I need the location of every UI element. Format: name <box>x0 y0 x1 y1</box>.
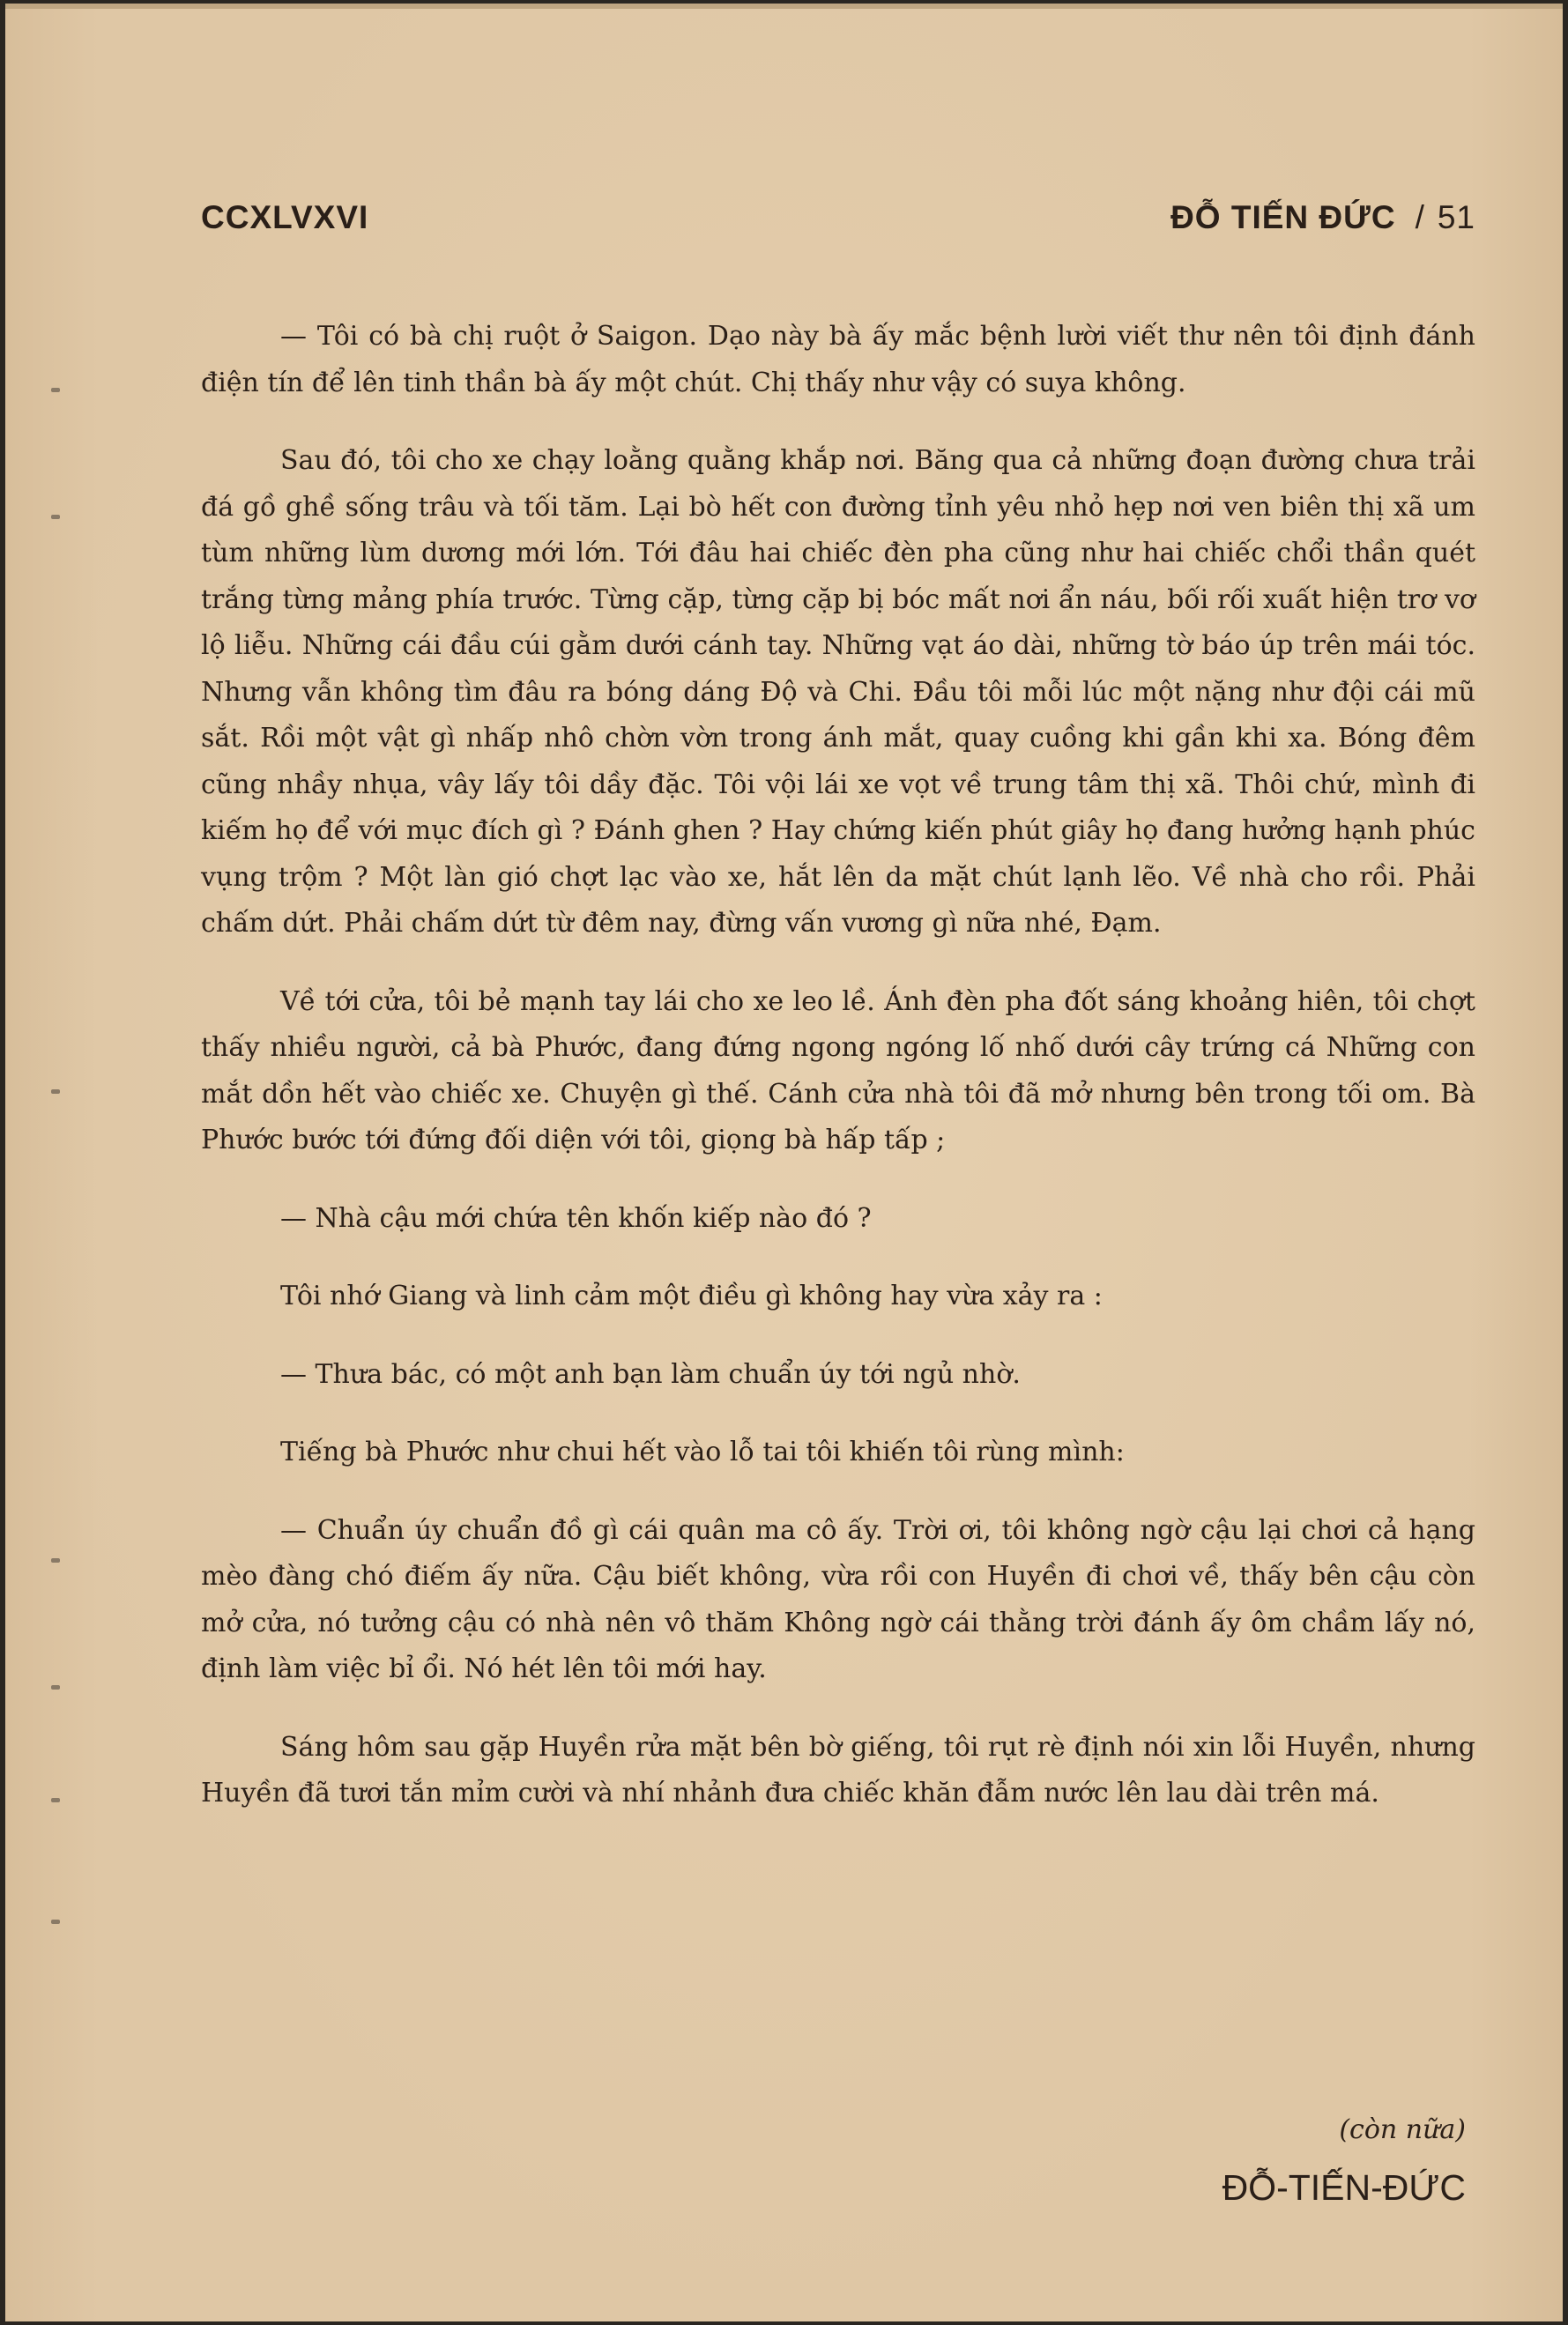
paragraph: Về tới cửa, tôi bẻ mạnh tay lái cho xe leo lề. Ánh đèn pha đốt sáng khoảng hiên, tôi chợt thấy nhiều người, cả bà Phước, đang đứng ngong ngóng lố nhố dưới cây trứng cá Những con mắt dồn hết vào chiếc xe. Chuyện gì thế. Cánh cửa nhà tôi đã mở nhưng bên trong tối om. Bà Phước bước tới đứng đối diện với tôi, giọng bà hấp tấp ; <box>201 985 1475 1155</box>
paragraph: Sau đó, tôi cho xe chạy loằng quằng khắp nơi. Băng qua cả những đoạn đường chưa trải đá gồ ghề sống trâu và tối tăm. Lại bò hết con đường tỉnh yêu nhỏ hẹp nơi ven biên thị xã um tùm những lùm dương mới lớn. Tới đâu hai chiếc đèn pha cũng như hai chiếc chổi thần quét trắng từng mảng phía trước. Từng cặp, từng cặp bị bóc mất nơi ẩn náu, bối rối xuất hiện trơ vơ lộ liễu. Những cái đầu cúi gằm dưới cánh tay. Những vạt áo dài, những tờ báo úp trên mái tóc. Nhưng vẫn không tìm đâu ra bóng dáng Độ và Chi. Đầu tôi mỗi lúc một nặng như đội cái mũ sắt. Rồi một vật gì nhấp nhô chờn vờn trong ánh mắt, quay cuồng khi gần khi xa. Bóng đêm cũng nhầy nhụa, vây lấy tôi dầy đặc. Tôi vội lái xe vọt về trung tâm thị xã. Thôi chứ, mình đi kiếm họ để với mục đích gì ? Đánh ghen ? Hay chứng kiến phút giây họ đang hưởng hạnh phúc vụng trộm ? Một làn gió chợt lạc vào xe, hắt lên da mặt chút lạnh lẽo. Về nhà cho rồi. Phải chấm dứt. Phải chấm dứt từ đêm nay, đừng vấn vương gì nữa nhé, Đạm. <box>201 445 1475 939</box>
book-page <box>5 4 1563 2321</box>
paragraph: Tôi nhớ Giang và linh cảm một điều gì không hay vừa xảy ra : <box>280 1281 1103 1311</box>
continued-note: (còn nữa) <box>1339 2114 1466 2145</box>
binding-hole-mark <box>51 1685 60 1690</box>
dialogue-line: — Thưa bác, có một anh bạn làm chuẩn úy tới ngủ nhờ. <box>280 1358 1021 1390</box>
page-number: 51 <box>1437 199 1475 235</box>
dialogue-line: — Nhà cậu mới chứa tên khốn kiếp nào đó ? <box>280 1202 872 1234</box>
paragraph: Tiếng bà Phước như chui hết vào lỗ tai tôi khiến tôi rùng mình: <box>280 1437 1125 1467</box>
binding-hole-mark <box>51 1089 60 1094</box>
binding-hole-mark <box>51 1558 60 1563</box>
author-signature: ĐỖ-TIẾN-ĐỨC <box>1222 2167 1466 2208</box>
binding-hole-mark <box>51 388 60 392</box>
binding-hole-mark <box>51 515 60 519</box>
page-top-edge <box>5 4 1563 9</box>
dialogue-line: — Chuẩn úy chuẩn đồ gì cái quân ma cô ấy. Trời ơi, tôi không ngờ cậu lại chơi cả hạng mèo đàng chó điếm ấy nữa. Cậu biết không, vừa rồi con Huyền đi chơi về, thấy bên cậu còn mở cửa, nó tưởng cậu có nhà nên vô thăm Không ngờ cái thằng trời đánh ấy ôm chầm lấy nó, định làm việc bỉ ổi. Nó hét lên tôi mới hay. <box>201 1514 1475 1684</box>
story-body <box>201 314 1475 1817</box>
paragraph: Sáng hôm sau gặp Huyền rửa mặt bên bờ giếng, tôi rụt rè định nói xin lỗi Huyền, nhưng Huyền đã tươi tắn mỉm cười và nhí nhảnh đưa chiếc khăn đẫm nước lên lau dài trên má. <box>201 1731 1475 1809</box>
running-header <box>201 199 1475 245</box>
running-title <box>1170 199 1475 236</box>
binding-hole-mark <box>51 1798 60 1802</box>
author-name: ĐỖ TIẾN ĐỨC <box>1170 199 1396 235</box>
header-separator: / <box>1415 199 1425 235</box>
binding-hole-mark <box>51 1920 60 1924</box>
issue-code: CCXLVXVI <box>201 199 369 235</box>
paragraph: — Tôi có bà chị ruột ở Saigon. Dạo này bà ấy mắc bệnh lười viết thư nên tôi định đánh điện tín để lên tinh thần bà ấy một chút. Chị thấy như vậy có suya không. <box>201 321 1475 398</box>
